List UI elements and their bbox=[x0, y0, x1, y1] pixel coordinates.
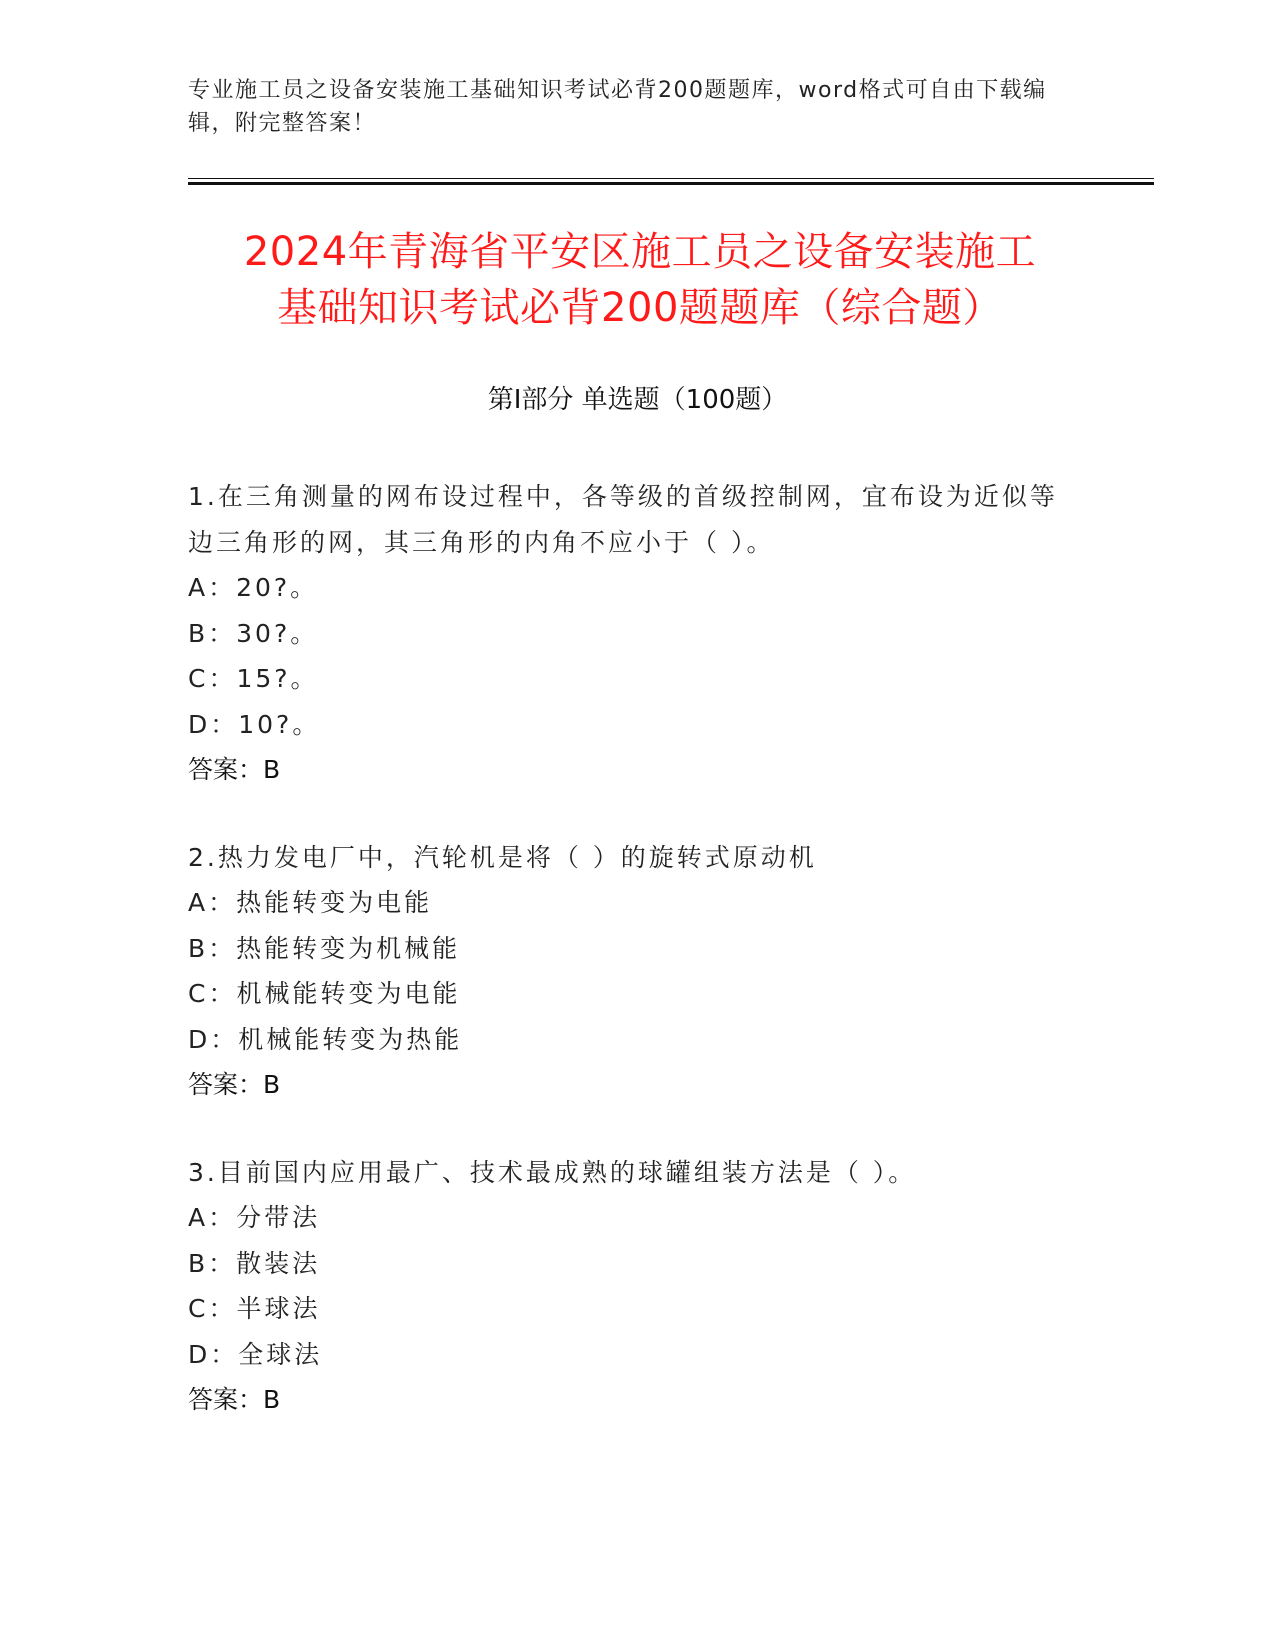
header-divider-thin bbox=[188, 178, 1154, 179]
document-title bbox=[170, 224, 1110, 336]
question-3 bbox=[188, 1150, 1068, 1423]
question-1 bbox=[188, 474, 1068, 793]
option-b: B：热能转变为机械能 bbox=[188, 933, 461, 963]
option-a: A：热能转变为电能 bbox=[188, 888, 433, 917]
option-a: A：分带法 bbox=[188, 1203, 321, 1232]
option-d: D：10?。 bbox=[188, 709, 321, 739]
question-text: 3.目前国内应用最广、技术最成熟的球罐组装方法是（ ）。 bbox=[188, 1157, 917, 1187]
header-note: 专业施工员之设备安装施工基础知识考试必背200题题库，word格式可自由下载编辑，附完整答案！ bbox=[188, 78, 1047, 136]
question-text: 2.热力发电厂中，汽轮机是将（ ）的旋转式原动机 bbox=[188, 842, 817, 872]
option-d: D：机械能转变为热能 bbox=[188, 1024, 463, 1054]
option-b: B：散装法 bbox=[188, 1248, 321, 1278]
option-d: D：全球法 bbox=[188, 1339, 323, 1369]
header-divider-thick bbox=[188, 182, 1154, 185]
option-c: C：机械能转变为电能 bbox=[188, 979, 461, 1008]
option-c: C：15?。 bbox=[188, 664, 319, 693]
section-title: 第Ⅰ部分 单选题（100题） bbox=[487, 385, 788, 415]
option-b: B：30?。 bbox=[188, 618, 319, 648]
question-2 bbox=[188, 835, 1068, 1108]
document-title-line-1: 2024年青海省平安区施工员之设备安装施工 bbox=[243, 229, 1037, 275]
document-title-line-2: 基础知识考试必背200题题库（综合题） bbox=[277, 285, 1003, 331]
option-c: C：半球法 bbox=[188, 1294, 321, 1323]
answer: 答案：B bbox=[188, 755, 281, 784]
question-list bbox=[188, 474, 1068, 1465]
question-text: 1.在三角测量的网布设过程中，各等级的首级控制网，宜布设为近似等边三角形的网，其三角形的内角不应小于（ ）。 bbox=[188, 482, 1058, 557]
answer: 答案：B bbox=[188, 1385, 281, 1414]
answer: 答案：B bbox=[188, 1070, 281, 1099]
option-a: A：20?。 bbox=[188, 573, 319, 602]
